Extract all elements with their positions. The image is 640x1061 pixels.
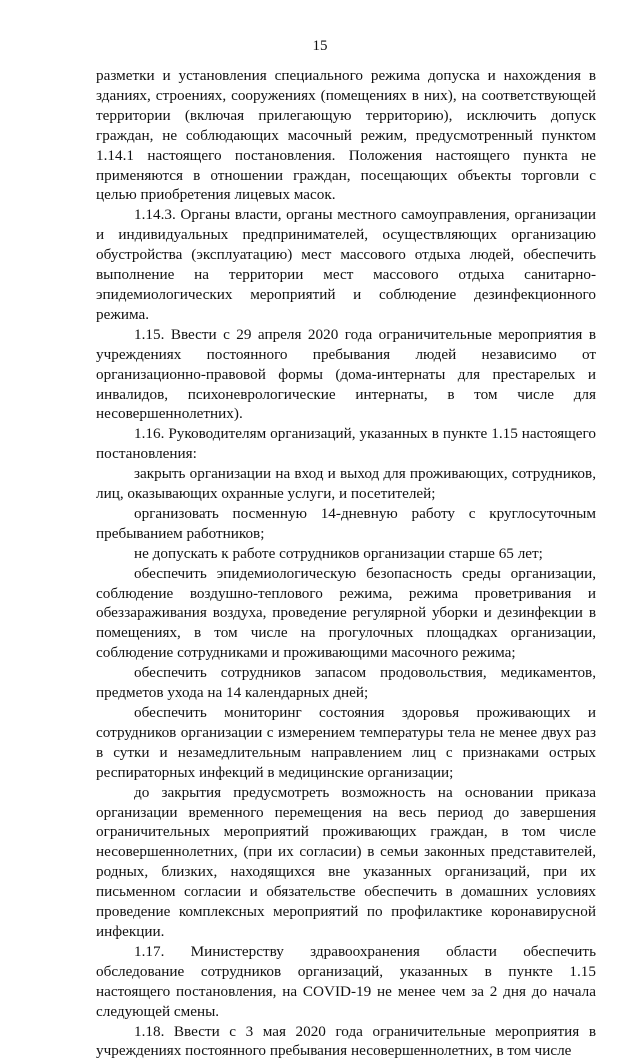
list-item: не допускать к работе сотрудников организации старше 65 лет; <box>96 544 596 564</box>
paragraph-1-17: 1.17. Министерству здравоохранения области обеспечить обследование сотрудников организаций, указанных в пункте 1.15 настоящего постановления, на COVID-19 не менее чем за 2 дня до начала следующей смены. <box>96 942 596 1022</box>
paragraph-1-15: 1.15. Ввести с 29 апреля 2020 года ограничительные мероприятия в учреждениях постоянного пребывания людей независимо от организационно-правовой формы (дома-интернаты для престарелых и инвалидов, психоневрологические интернаты, в том числе для несовершеннолетних). <box>96 325 596 425</box>
list-item: до закрытия предусмотреть возможность на основании приказа организации временного перемещения на весь период до завершения ограничительных мероприятий проживающих граждан, в том числе несовершеннолетних, (при их согласии) в семьи законных представителей, родных, близких, находящихся вне указанных организаций, при их письменном согласии и обязательстве обеспечить в домашних условиях проведение комплексных мероприятий по профилактике коронавирусной инфекции. <box>96 783 596 942</box>
document-body <box>96 66 596 1061</box>
paragraph-1-16-list <box>96 464 596 942</box>
list-item: обеспечить эпидемиологическую безопасность среды организации, соблюдение воздушно-теплового режима, режима проветривания и обеззараживания воздуха, проведение регулярной уборки и дезинфекции в помещениях, в том числе на прогулочных площадках организации, соблюдение сотрудниками и проживающими масочного режима; <box>96 564 596 664</box>
list-item: организовать посменную 14-дневную работу с круглосуточным пребыванием работников; <box>96 504 596 544</box>
page-number: 15 <box>0 37 640 55</box>
list-item: обеспечить сотрудников запасом продовольствия, медикаментов, предметов ухода на 14 календарных дней; <box>96 663 596 703</box>
paragraph-1-18: 1.18. Ввести с 3 мая 2020 года ограничительные мероприятия в учреждениях постоянного пребывания несовершеннолетних, в том числе <box>96 1022 596 1061</box>
list-item: закрыть организации на вход и выход для проживающих, сотрудников, лиц, оказывающих охранные услуги, и посетителей; <box>96 464 596 504</box>
paragraph-continuation: разметки и установления специального режима допуска и нахождения в зданиях, строениях, сооружениях (помещениях в них), на соответствующей территории (включая прилегающую территорию), исключить допуск граждан, не соблюдающих масочный режим, предусмотренный пунктом 1.14.1 настоящего постановления. Положения настоящего пункта не применяются в отношении граждан, посещающих объекты торговли с целью приобретения лицевых масок. <box>96 66 596 205</box>
paragraph-1-16: 1.16. Руководителям организаций, указанных в пункте 1.15 настоящего постановления: <box>96 424 596 464</box>
paragraph-1-14-3: 1.14.3. Органы власти, органы местного самоуправления, организации и индивидуальных предпринимателей, осуществляющих организацию обустройства (эксплуатацию) мест массового отдыха людей, обеспечить выполнение на территории мест массового отдыха санитарно-эпидемиологических мероприятий и соблюдение дезинфекционного режима. <box>96 205 596 324</box>
list-item: обеспечить мониторинг состояния здоровья проживающих и сотрудников организации с измерением температуры тела не менее двух раз в сутки и незамедлительным направлением лиц с признаками острых респираторных инфекций в медицинские организации; <box>96 703 596 783</box>
